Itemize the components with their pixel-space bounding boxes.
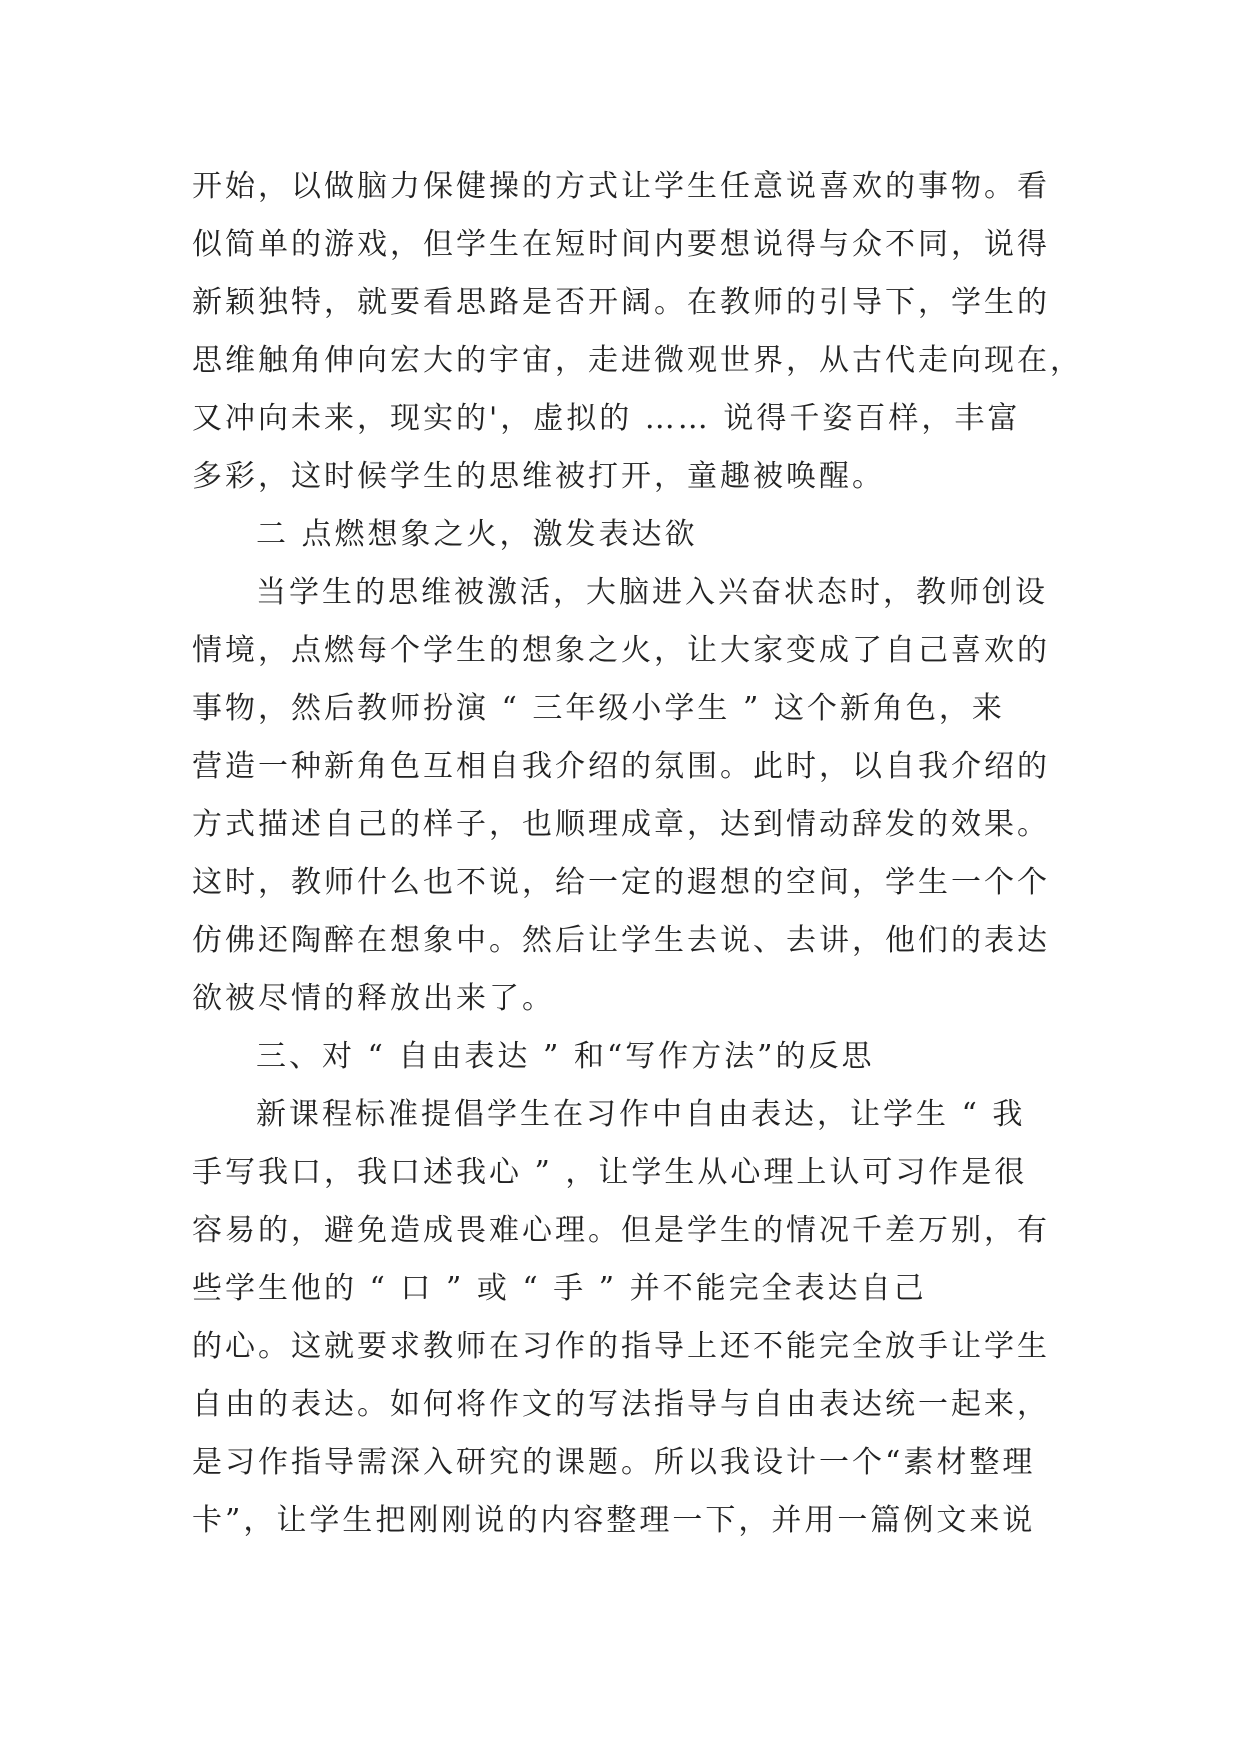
text-line: 新课程标准提倡学生在习作中自由表达，让学生 “ 我 xyxy=(256,1097,1026,1132)
text-line: 思维触角伸向宏大的宇宙，走进微观世界，从古代走向现在， xyxy=(192,343,1083,378)
text-line: 情境，点燃每个学生的想象之火，让大家变成了自己喜欢的 xyxy=(192,633,1050,668)
text-line: 多彩，这时候学生的思维被打开，童趣被唤醒。 xyxy=(192,459,885,494)
text-line: 似简单的游戏，但学生在短时间内要想说得与众不同，说得 xyxy=(192,227,1050,262)
text-line: 这时，教师什么也不说，给一定的遐想的空间，学生一个个 xyxy=(192,865,1050,900)
text-line: 容易的，避免造成畏难心理。但是学生的情况千差万别，有 xyxy=(192,1213,1050,1248)
document-body xyxy=(192,158,1083,1550)
text-line: 开始，以做脑力保健操的方式让学生任意说喜欢的事物。看 xyxy=(192,169,1050,204)
text-line: 方式描述自己的样子，也顺理成章，达到情动辞发的效果。 xyxy=(192,807,1050,842)
paragraph-2 xyxy=(192,564,1072,1028)
text-line: 是习作指导需深入研究的课题。所以我设计一个“素材整理 xyxy=(192,1445,1036,1480)
text-line: 新颖独特，就要看思路是否开阔。在教师的引导下，学生的 xyxy=(192,285,1050,320)
text-line: 事物，然后教师扮演 “ 三年级小学生 ” 这个新角色，来 xyxy=(192,691,1005,726)
section-heading-3: 三、对 “ 自由表达 ” 和“写作方法”的反思 xyxy=(256,1039,875,1074)
paragraph-1 xyxy=(192,158,1083,506)
text-line: 自由的表达。如何将作文的写法指导与自由表达统一起来， xyxy=(192,1387,1050,1422)
text-line: 卡”，让学生把刚刚说的内容整理一下，并用一篇例文来说 xyxy=(192,1503,1036,1538)
paragraph-3 xyxy=(192,1086,1072,1550)
text-line: 些学生他的 “ 口 ” 或 “ 手 ” 并不能完全表达自己 xyxy=(192,1271,927,1306)
text-line: 当学生的思维被激活，大脑进入兴奋状态时，教师创设 xyxy=(256,575,1048,610)
section-heading-2: 二 点燃想象之火，激发表达欲 xyxy=(256,517,698,552)
text-line: 手写我口，我口述我心 ” ，让学生从心理上认可习作是很 xyxy=(192,1155,1028,1190)
text-line: 欲被尽情的释放出来了。 xyxy=(192,981,555,1016)
text-line: 又冲向未来，现实的'，虚拟的 …… 说得千姿百样，丰富 xyxy=(192,401,1021,436)
text-line: 的心。这就要求教师在习作的指导上还不能完全放手让学生 xyxy=(192,1329,1050,1364)
text-line: 仿佛还陶醉在想象中。然后让学生去说、去讲，他们的表达 xyxy=(192,923,1050,958)
text-line: 营造一种新角色互相自我介绍的氛围。此时，以自我介绍的 xyxy=(192,749,1050,784)
